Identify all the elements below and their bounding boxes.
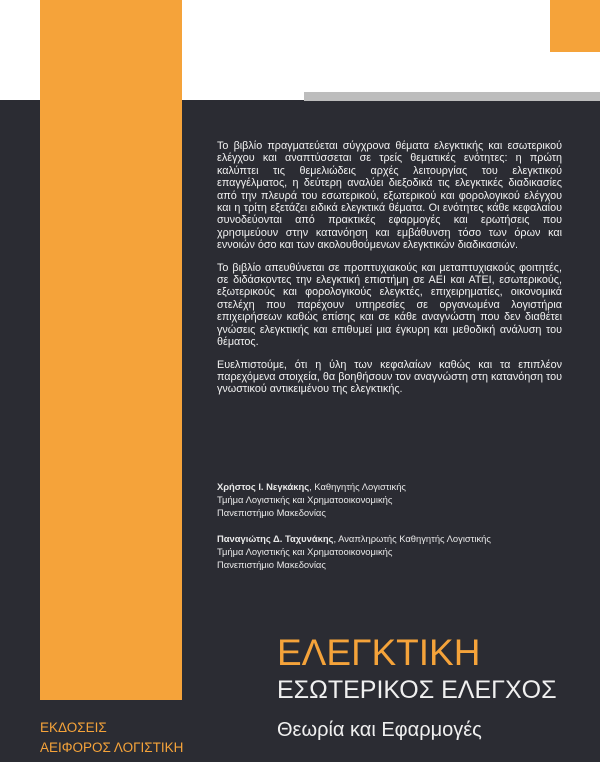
orange-vertical-bar bbox=[40, 0, 182, 700]
book-subtitle: ΕΣΩΤΕΡΙΚΟΣ ΕΛΕΓΧΟΣ bbox=[277, 676, 557, 704]
author-1-department: Τμήμα Λογιστικής και Χρηματοοικονομικής bbox=[217, 494, 393, 506]
description-paragraph-2: Το βιβλίο απευθύνεται σε προπτυχιακούς και μεταπτυχιακούς φοιτητές, σε διδάσκοντες την ελεγκτική επιστήμη σε ΑΕΙ και ΑΤΕΙ, εσωτερικούς, εξωτερικούς και φορολογικούς ελεγκτές, επιχειρηματίες, οικονομικά στελέχη που παρέχουν υπηρεσίες σε οργανωμένα λογιστήρια επιχειρήσεων καθώς επίσης και σε κάθε αναγνώστη που δεν διαθέτει γνώσεις ελεγκτικής και επιθυμεί μια έγκυρη και μεθοδική ανάλυση του θέματος. bbox=[217, 261, 562, 349]
author-2-university: Πανεπιστήμιο Μακεδονίας bbox=[217, 559, 326, 571]
description-paragraph-1: Το βιβλίο πραγματεύεται σύγχρονα θέματα ελεγκτικής και εσωτερικού ελέγχου και αναπτύσσεται σε τρείς θεματικές ενότητες: η πρώτη καλύπτει τις θεμελιώδεις αρχές λειτουργίας του ελεγκτικού επαγγέλματος, η δεύτερη αναλύει διεξοδικά τις ελεγκτικές διαδικασίες από την πλευρά του εσωτερικού, εξωτερικού και φορολογικού ελέγχου και η τρίτη εξετάζει ειδικά ελεγκτικά θέματα. Οι ενότητες κάθε κεφαλαίου συνοδεύονται από πρακτικές εφαρμογές και ερωτήσεις που χρησιμεύουν στην κατανόηση και εμβάθυνση τόσο των όρων και εννοιών όσο και των ακολουθούμενων ελεγκτικών διαδικασιών. bbox=[217, 140, 562, 252]
publisher-line-2: ΑΕΙΦΟΡΟΣ ΛΟΓΙΣΤΙΚΗ bbox=[40, 740, 184, 755]
publisher-line-1: ΕΚΔΟΣΕΙΣ bbox=[40, 720, 107, 735]
author-1-university: Πανεπιστήμιο Μακεδονίας bbox=[217, 507, 326, 519]
orange-accent-square bbox=[550, 0, 600, 52]
grey-accent-strip bbox=[304, 92, 600, 101]
description-text bbox=[217, 140, 562, 406]
author-1-name: Χρήστος Ι. Νεγκάκης bbox=[217, 481, 310, 492]
book-tagline: Θεωρία και Εφαρμογές bbox=[277, 719, 482, 741]
book-title: ΕΛΕΓΚΤΙΚΗ bbox=[277, 632, 481, 673]
author-1 bbox=[217, 480, 562, 520]
authors-block bbox=[217, 480, 562, 583]
publisher-block bbox=[40, 718, 183, 758]
author-2 bbox=[217, 532, 562, 572]
author-2-name: Παναγιώτης Δ. Ταχυνάκης bbox=[217, 532, 334, 544]
author-1-title: , Καθηγητής Λογιστικής bbox=[309, 481, 406, 492]
author-2-department: Τμήμα Λογιστικής και Χρηματοοικονομικής bbox=[217, 545, 393, 557]
description-paragraph-3: Ευελπιστούμε, ότι η ύλη των κεφαλαίων καθώς και τα επιπλέον παρεχόμενα στοιχεία, θα βοηθήσουν τον αναγνώστη στη κατανόηση του γνωστικού αντικειμένου της ελεγκτικής. bbox=[217, 358, 562, 396]
author-2-title: , Αναπληρωτής Καθηγητής Λογιστικής bbox=[333, 532, 491, 544]
